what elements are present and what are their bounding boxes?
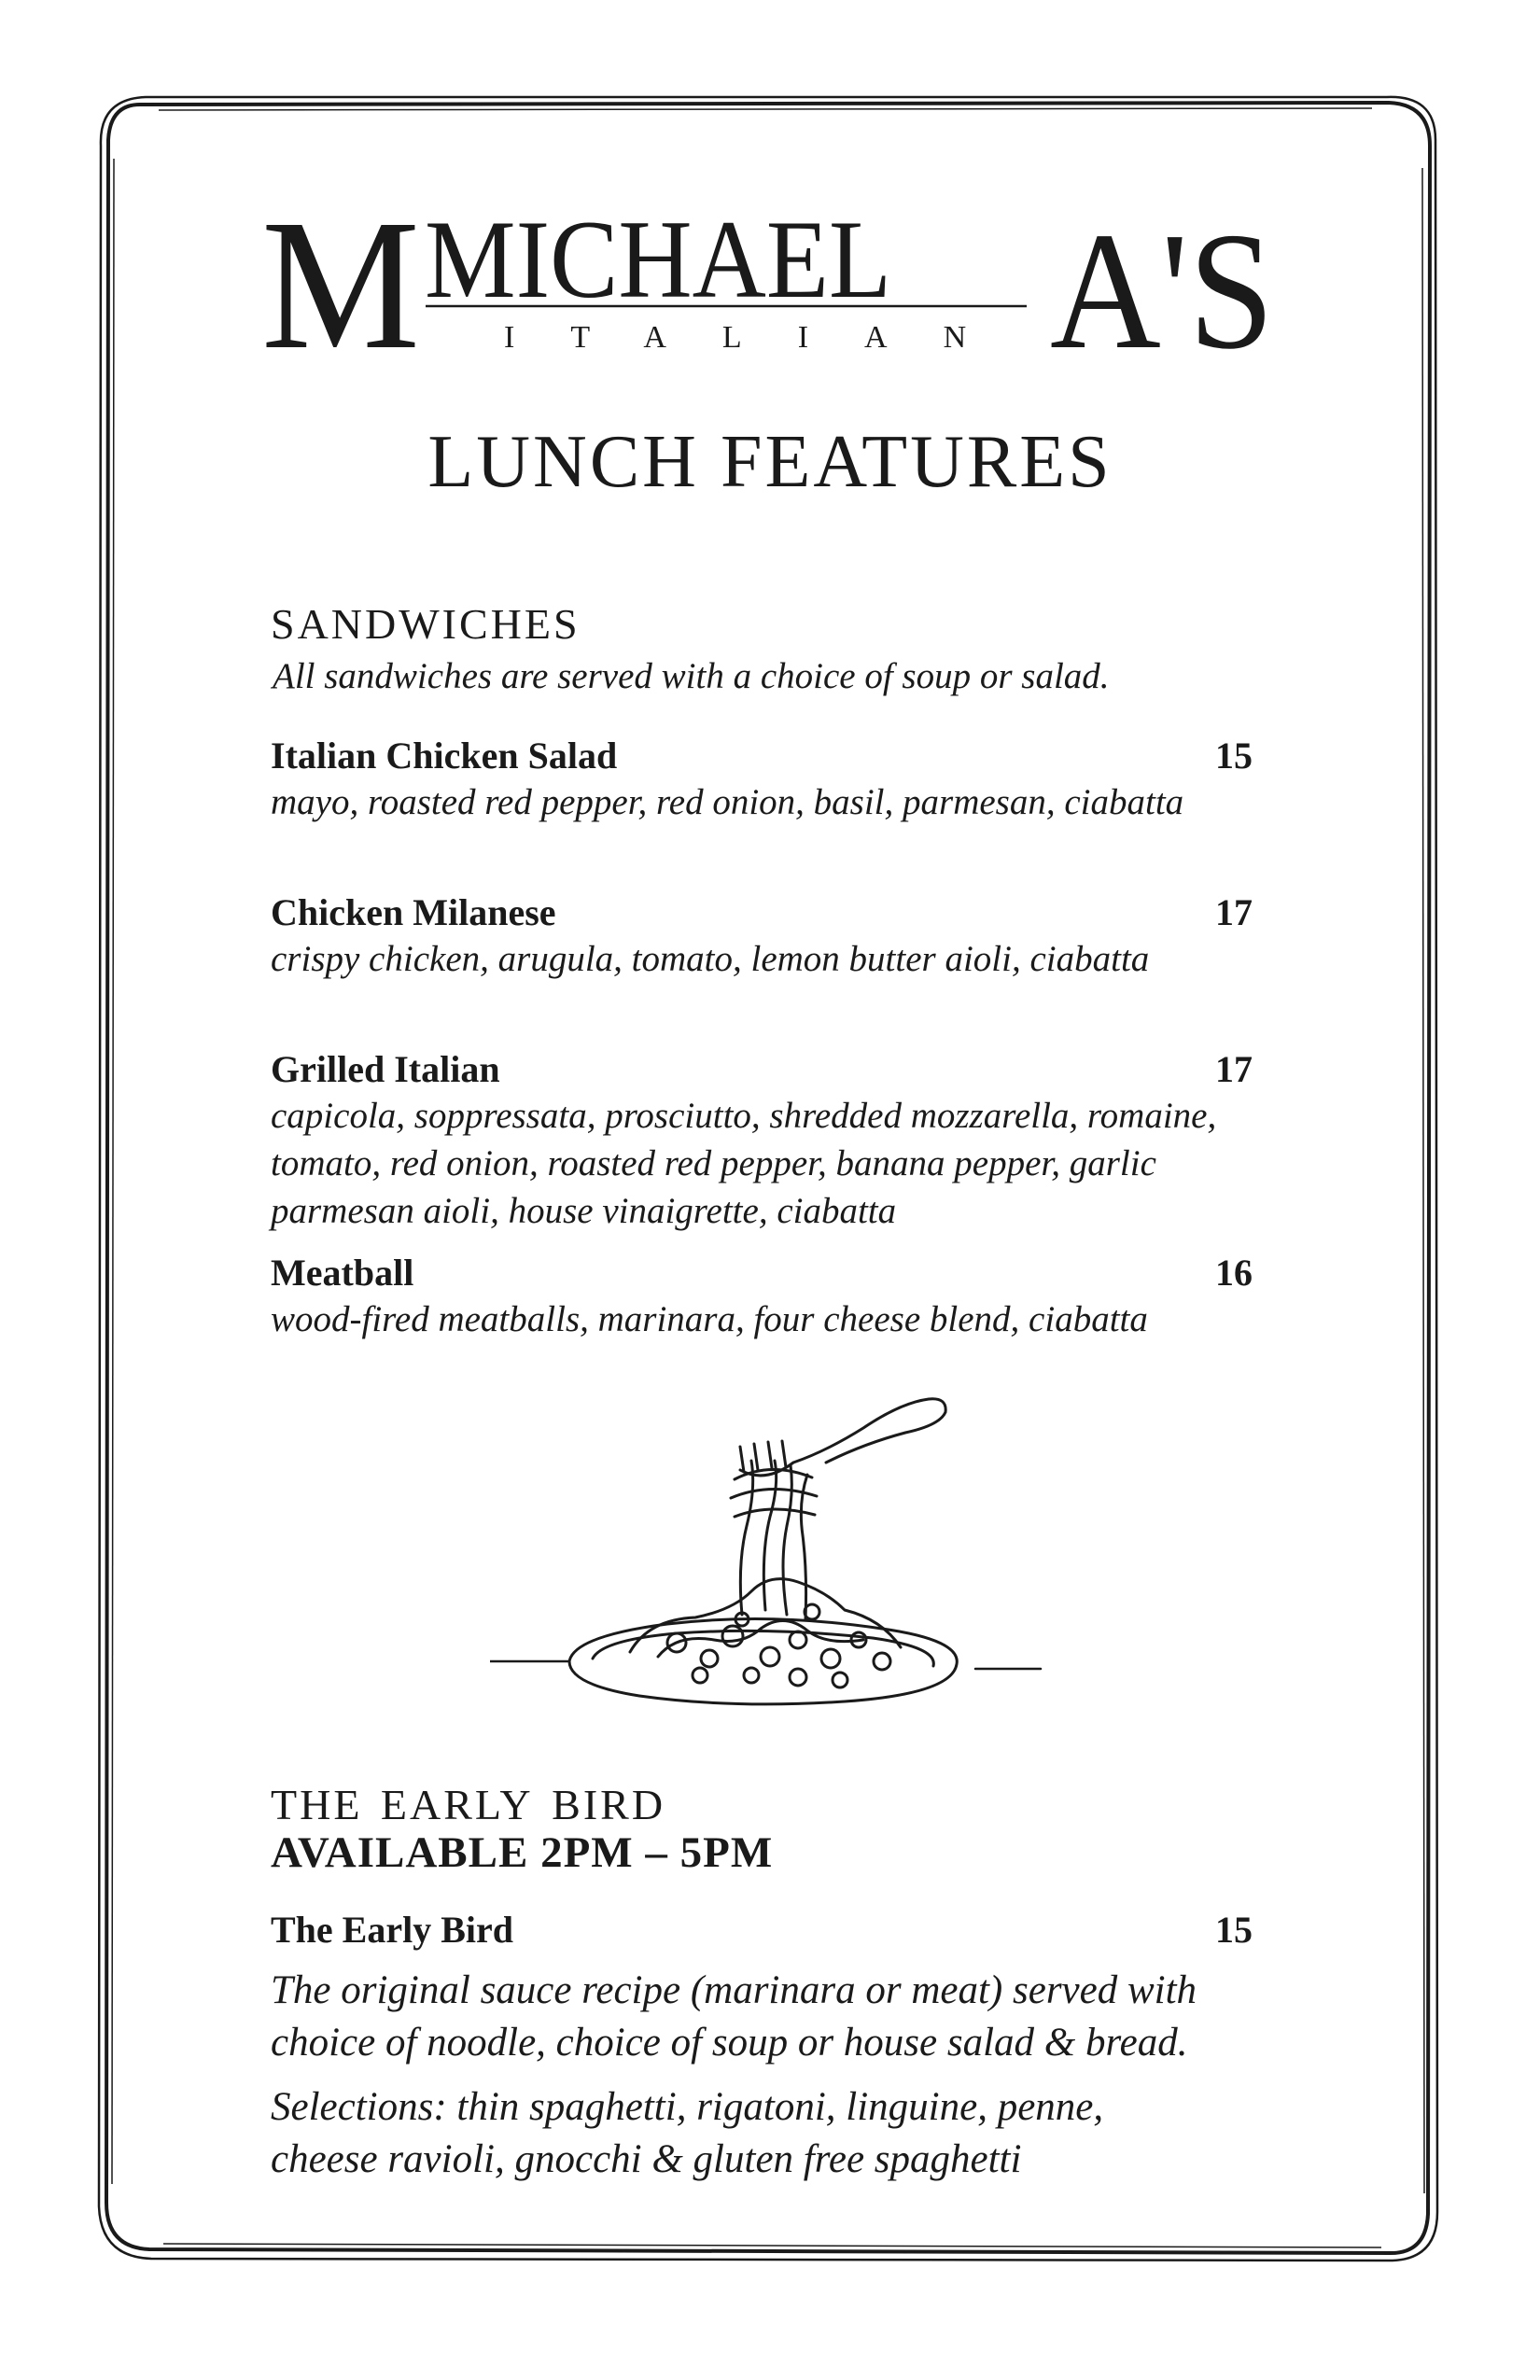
menu-item-name: Chicken Milanese bbox=[271, 891, 556, 933]
menu-item-price: 15 bbox=[1215, 1909, 1253, 1951]
logo-name-second: A'S bbox=[1050, 198, 1274, 384]
menu-item-price: 17 bbox=[1215, 1048, 1253, 1090]
section-title-sandwiches: sandwiches bbox=[271, 584, 581, 652]
menu-item-name: Grilled Italian bbox=[271, 1048, 500, 1090]
menu-item-description: wood-fired meatballs, marinara, four cheese blend, ciabatta bbox=[271, 1299, 1148, 1339]
section-note: All sandwiches are served with a choice of soup or salad. bbox=[273, 656, 1110, 696]
logo-initial-m: M bbox=[261, 182, 420, 388]
menu-item-selections: Selections: thin spaghetti, rigatoni, linguine, penne, cheese ravioli, gnocchi & gluten free spaghetti bbox=[271, 2085, 1104, 2181]
page-title: LUNCH FEATURES bbox=[427, 421, 1113, 503]
availability-label: AVAILABLE 2PM – 5PM bbox=[271, 1828, 774, 1877]
section-title-early-bird: the early bird bbox=[271, 1765, 666, 1833]
menu-item-description: capicola, soppressata, prosciutto, shredded mozzarella, romaine, tomato, red onion, roasted red pepper, banana pepper, garlic parmesan aioli, house vinaigrette, ciabatta bbox=[271, 1096, 1217, 1231]
menu-item-price: 15 bbox=[1215, 735, 1253, 777]
logo-name-first: MICHAEL bbox=[425, 197, 891, 321]
menu-item-name: Italian Chicken Salad bbox=[271, 735, 618, 777]
menu-item-name: The Early Bird bbox=[271, 1909, 514, 1951]
restaurant-logo bbox=[252, 182, 1288, 388]
spaghetti-plate-icon bbox=[490, 1395, 1050, 1731]
menu-item-description: crispy chicken, arugula, tomato, lemon butter aioli, ciabatta bbox=[271, 939, 1150, 979]
menu-item-name: Meatball bbox=[271, 1252, 414, 1294]
menu-item-description: The original sauce recipe (marinara or meat) served with choice of noodle, choice of soup or house salad & bread. bbox=[271, 1968, 1197, 2065]
menu-item-price: 16 bbox=[1215, 1252, 1253, 1294]
menu-item-price: 17 bbox=[1215, 891, 1253, 933]
logo-subtitle: ITALIAN bbox=[504, 320, 1023, 355]
menu-item-description: mayo, roasted red pepper, red onion, basil, parmesan, ciabatta bbox=[271, 782, 1184, 822]
